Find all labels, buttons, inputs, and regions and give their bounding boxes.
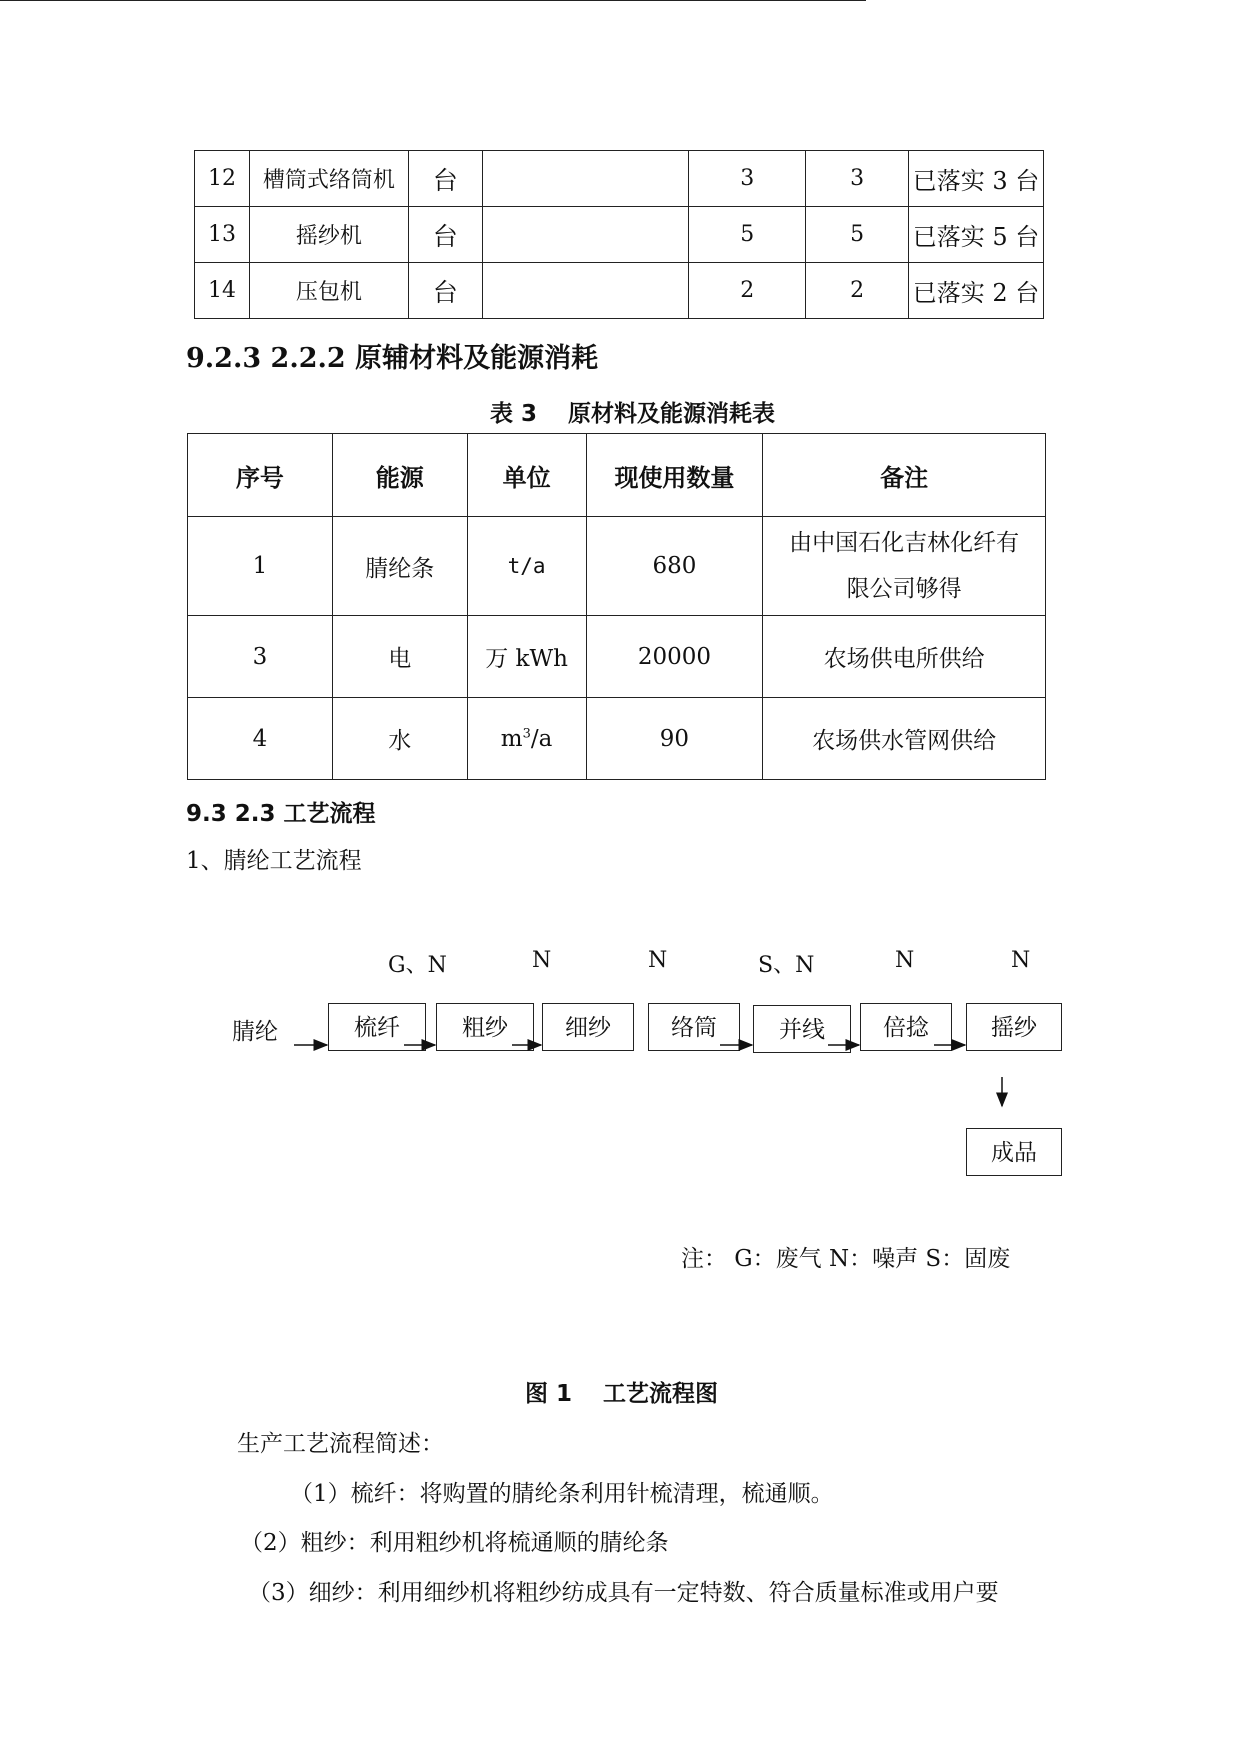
cell-note: 已落实 3 台: [909, 151, 1044, 207]
unit-superscript: 3: [522, 725, 531, 741]
pollutant-label: N: [532, 948, 552, 973]
pollutant-label: N: [895, 948, 915, 973]
header-qty: 现使用数量: [586, 434, 763, 517]
cell-note: 已落实 2 台: [909, 263, 1044, 319]
figure1-caption: 图 1 工艺流程图: [525, 1381, 719, 1407]
cell-energy: 腈纶条: [332, 517, 467, 616]
cell-no: 12: [195, 151, 250, 207]
cell-unit: 万 kWh: [467, 616, 586, 698]
flow-step-box: 倍捻: [860, 1003, 952, 1051]
unit-base: m: [500, 725, 523, 752]
cell-no: 1: [188, 517, 333, 616]
cell-no: 4: [188, 698, 333, 780]
cell-qty: 2: [806, 263, 909, 319]
cell-qty: 5: [689, 207, 806, 263]
cell-qty: 680: [586, 517, 763, 616]
cell-energy: 水: [332, 698, 467, 780]
header-unit: 单位: [467, 434, 586, 517]
process-step: （3）细纱：利用细纱机将粗纱纺成具有一定特数、符合质量标准或用户要: [248, 1580, 999, 1606]
process-step: （1）梳纤：将购置的腈纶条利用针梳清理，梳通顺。: [290, 1481, 834, 1507]
table3-caption: 表 3 原材料及能源消耗表: [490, 401, 776, 427]
pollutant-label: G、N: [388, 953, 447, 978]
cell-no: 13: [195, 207, 250, 263]
flow-step-box: 并线: [753, 1005, 851, 1053]
flow-step-box: 络筒: [648, 1003, 740, 1051]
flow-output-box: 成品: [966, 1128, 1062, 1176]
cell-no: 14: [195, 263, 250, 319]
note-line: 限公司够得: [846, 576, 962, 602]
flow-step-box: 摇纱: [966, 1003, 1062, 1051]
process-intro: 生产工艺流程简述：: [237, 1431, 444, 1457]
cell-unit: t/a: [467, 517, 586, 616]
flow-legend: 注： G：废气 N：噪声 S：固废: [681, 1246, 1011, 1272]
flow-step-box: 粗纱: [436, 1003, 534, 1051]
cell-note: 农场供水管网供给: [763, 698, 1046, 780]
cell-note: 已落实 5 台: [909, 207, 1044, 263]
pollutant-label: N: [648, 948, 668, 973]
pollutant-label: N: [1011, 948, 1031, 973]
cell-qty: 5: [806, 207, 909, 263]
flow-step-box: 细纱: [542, 1003, 634, 1051]
cell-name: 槽筒式络筒机: [249, 151, 408, 207]
cell-qty: 20000: [586, 616, 763, 698]
flow-step-box: 梳纤: [328, 1003, 426, 1051]
cell-qty: 3: [689, 151, 806, 207]
cell-unit: 台: [408, 151, 482, 207]
unit-tail: /a: [530, 725, 553, 752]
cell-name: 摇纱机: [249, 207, 408, 263]
subsection-heading: 1、腈纶工艺流程: [186, 848, 362, 874]
header-energy: 能源: [332, 434, 467, 517]
process-step: （2）粗纱：利用粗纱机将梳通顺的腈纶条: [240, 1530, 669, 1556]
header-no: 序号: [188, 434, 333, 517]
section-heading-922: 9.2.3 2.2.2 原辅材料及能源消耗: [186, 343, 599, 374]
cell-qty: 3: [806, 151, 909, 207]
cell-unit: 台: [408, 263, 482, 319]
section-heading-93: 9.3 2.3 工艺流程: [186, 801, 376, 827]
cell-energy: 电: [332, 616, 467, 698]
cell-name: 压包机: [249, 263, 408, 319]
flow-input-label: 腈纶: [232, 1019, 278, 1045]
cell-note: 农场供电所供给: [763, 616, 1046, 698]
note-line: 由中国石化吉林化纤有: [789, 530, 1020, 556]
cell-qty: 90: [586, 698, 763, 780]
cell-qty: 2: [689, 263, 806, 319]
pollutant-label: S、N: [758, 953, 815, 978]
cell-unit: 台: [408, 207, 482, 263]
header-note: 备注: [763, 434, 1046, 517]
cell-no: 3: [188, 616, 333, 698]
